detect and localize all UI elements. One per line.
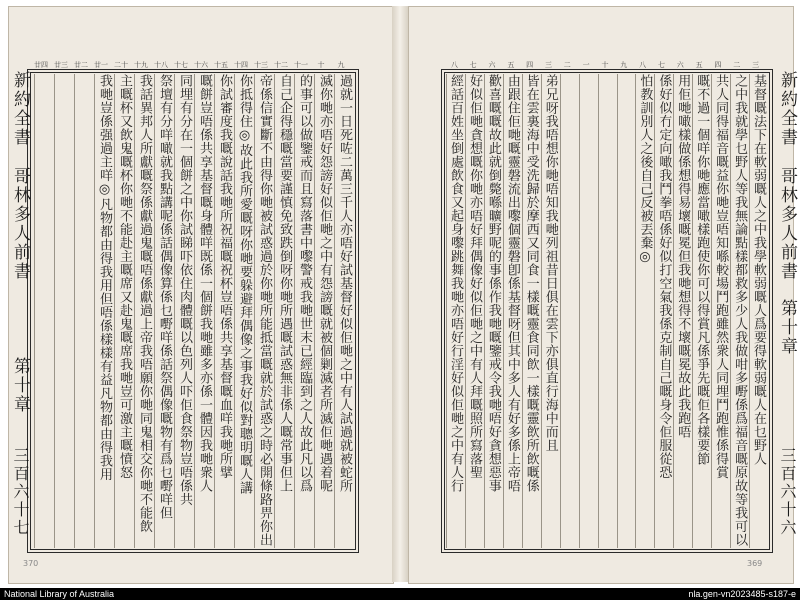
left-column-number: 廿二 [74, 61, 88, 69]
right-page-number: 三百六十六 [778, 447, 797, 537]
right-column-number: 二 [733, 61, 741, 69]
left-page-stamp: 370 [23, 559, 39, 568]
left-text-column: 嘅餅豈唔係共享基督嘅身體咩既係一個餅我哋雖多亦係一體因我哋衆人 [194, 74, 214, 548]
left-text-column: 自己企得穩嘅當要謹慎免致跌倒呀你哋所遇嘅試惑無非係人嘅常事但上 [274, 74, 294, 548]
right-page-stamp: 369 [747, 559, 763, 568]
left-column-number: 十一 [294, 61, 308, 69]
footer-identifier: nla.gen-vn2023485-s187-e [688, 589, 796, 599]
right-column-number: 三 [752, 61, 760, 69]
left-column-number: 九 [337, 61, 345, 69]
left-text-column: 帝係信實斷不由得你哋被試惑過於你哋所能抵當嘅就於試惑之時必開條路畀你出 [254, 74, 274, 548]
left-column-number: 廿三 [54, 61, 68, 69]
right-page-frame [441, 69, 773, 553]
left-column-number: 十七 [174, 61, 188, 69]
right-section-title: 哥林多人前書 [777, 167, 797, 281]
right-text-column: 歡喜嘅嘅故此就倒斃喺曠野呢的事係作我哋嘅鑒戒令我哋唔好貪想惡事 [484, 74, 503, 548]
left-book-title: 新約全書 [10, 71, 30, 147]
left-page [8, 6, 394, 584]
right-text-column: 怕教訓別人之後自己反被丟棄◎ [635, 74, 654, 548]
left-page-frame [27, 69, 359, 553]
right-column-number: 十 [601, 61, 609, 69]
right-column-number: 四 [714, 61, 722, 69]
right-column-number: 五 [695, 61, 703, 69]
right-text-column: 經話百姓坐倒處飲食又起身嚟跳舞我哋亦唔好行淫好似佢哋之中有人行 [446, 74, 465, 548]
left-column-number: 十四 [234, 61, 248, 69]
right-column-number: 三 [544, 61, 552, 69]
left-column-number: 二十 [114, 61, 128, 69]
right-column-number: 九 [620, 61, 628, 69]
right-text-column [598, 74, 617, 548]
book-gutter [392, 6, 408, 582]
right-text-column: 係好似冇定向噉我鬥拳唔係好似打空氣我係克制自己嘅身令佢服從恐 [654, 74, 673, 548]
left-text-column: 同埋有分在一個餅之中你試睇吓依住肉體嘅以色列人吓佢食祭物豈唔係共 [174, 74, 194, 548]
right-column-number: 一 [582, 61, 590, 69]
right-text-column: 弟兄呀我唔想你哋唔知我哋列祖昔日俱在雲下亦俱直行海中而且 [541, 74, 560, 548]
right-text-column: 由跟住佢哋嘅靈磐流出嚟個靈磐卽係基督呀但其中多人有好多係上帝唔 [503, 74, 522, 548]
right-text-column: 嘅不過一個咩你哋應當噉樣跑使你可以得賞凡係爭先嘅佢各樣要節 [692, 74, 711, 548]
right-column-number: 六 [676, 61, 684, 69]
left-text-column [74, 74, 94, 548]
right-text-column: 好似佢哋貪想嘅你哋亦唔好拜偶像好似佢哋之中有人拜嘅照所寫落聖 [465, 74, 484, 548]
right-page [408, 6, 797, 584]
left-text-column: 滅你哋亦唔好怨謗好似佢哋之中有怨謗嘅就被個剿滅者所滅佢哋遇着呢 [314, 74, 334, 548]
right-column-number: 八 [450, 61, 458, 69]
right-text-column: 用佢哋噉樣做係想得易壞嘅冕但我哋想得不壞嘅冕故此我跑唔 [673, 74, 692, 548]
left-column-number: 十九 [134, 61, 148, 69]
left-text-column: 的事可以做鑒戒而且寫落書中嚟警戒我哋世末已經臨到之人故此凡以爲 [294, 74, 314, 548]
left-column-number: 十 [317, 61, 325, 69]
right-text-column: 皆在雲裏海中受洗歸於摩西又同食一樣嘅靈食同飲一樣嘅靈飲所飲嘅係 [522, 74, 541, 548]
right-column-number: 八 [639, 61, 647, 69]
right-book-title: 新約全書 [777, 71, 797, 147]
right-column-number: 五 [507, 61, 515, 69]
right-column-number: 四 [526, 61, 534, 69]
right-text-column: 基督嘅法下在軟弱嘅人之中我學軟弱嘅人爲要得軟弱嘅人在乜野人 [749, 74, 768, 548]
right-column-number: 七 [469, 61, 477, 69]
left-text-column: 你抵得住◎故此我所愛嘅呀你哋要躲避拜偶像之事我好似對聰明嘅人講 [234, 74, 254, 548]
left-chapter-label: 第十章 [10, 357, 30, 414]
footer-library-name: National Library of Australia [4, 589, 115, 599]
right-text-column: 共人同得福音嘅益你哋豈唔知喺較場鬥跑雖然衆人同埋鬥跑惟係得賞 [711, 74, 730, 548]
left-column-number: 十二 [274, 61, 288, 69]
left-page-number: 三百六十七 [11, 447, 30, 537]
left-section-title: 哥林多人前書 [10, 167, 30, 281]
left-column-number: 廿一 [94, 61, 108, 69]
right-chapter-label: 第十章 [777, 299, 797, 356]
left-text-column [54, 74, 74, 548]
left-text-column: 主嘅杯又飲鬼嘅杯你哋不能赴主嘅席又赴鬼嘅席我哋豈可激主嘅憤怒 [114, 74, 134, 548]
right-text-column [560, 74, 579, 548]
left-text-column: 祭壇有分咩噉就我點講呢係話偶像算係乜嘢咩係話祭偶像嘅物有爲乜嘢咩但 [154, 74, 174, 548]
left-column-number: 廿四 [34, 61, 48, 69]
left-column-number: 十八 [154, 61, 168, 69]
left-column-number: 十五 [214, 61, 228, 69]
right-text-columns [446, 74, 768, 548]
left-text-column: 過就一日死咗二萬三千人亦唔好試基督好似佢哋之中有人試過就被蛇所 [334, 74, 354, 548]
right-text-column [617, 74, 636, 548]
left-text-column: 我話異邦人所獻嘅祭係獻過鬼嘅唔係獻過上帝我唔願你哋同鬼相交你哋不能飲 [134, 74, 154, 548]
right-column-number: 六 [488, 61, 496, 69]
left-column-number: 十三 [254, 61, 268, 69]
left-text-column [34, 74, 54, 548]
left-text-column: 你試審度我嘅說話我哋所祝福嘅祝杯豈唔係共享基督嘅血咩我哋所擘 [214, 74, 234, 548]
footer-bar [0, 588, 800, 600]
right-column-number: 二 [563, 61, 571, 69]
left-text-column: 我哋豈係强過主咩◎凡物都由得我用但唔係樣樣有益凡物都由得我用 [94, 74, 114, 548]
right-column-number: 七 [657, 61, 665, 69]
right-text-column [579, 74, 598, 548]
left-column-number: 十六 [194, 61, 208, 69]
right-text-column: 之中我就學乜野人等我無論點樣都救多少人我做咁多嘢係爲福音嘅原故等我可以 [732, 74, 748, 547]
left-text-columns [32, 74, 354, 548]
